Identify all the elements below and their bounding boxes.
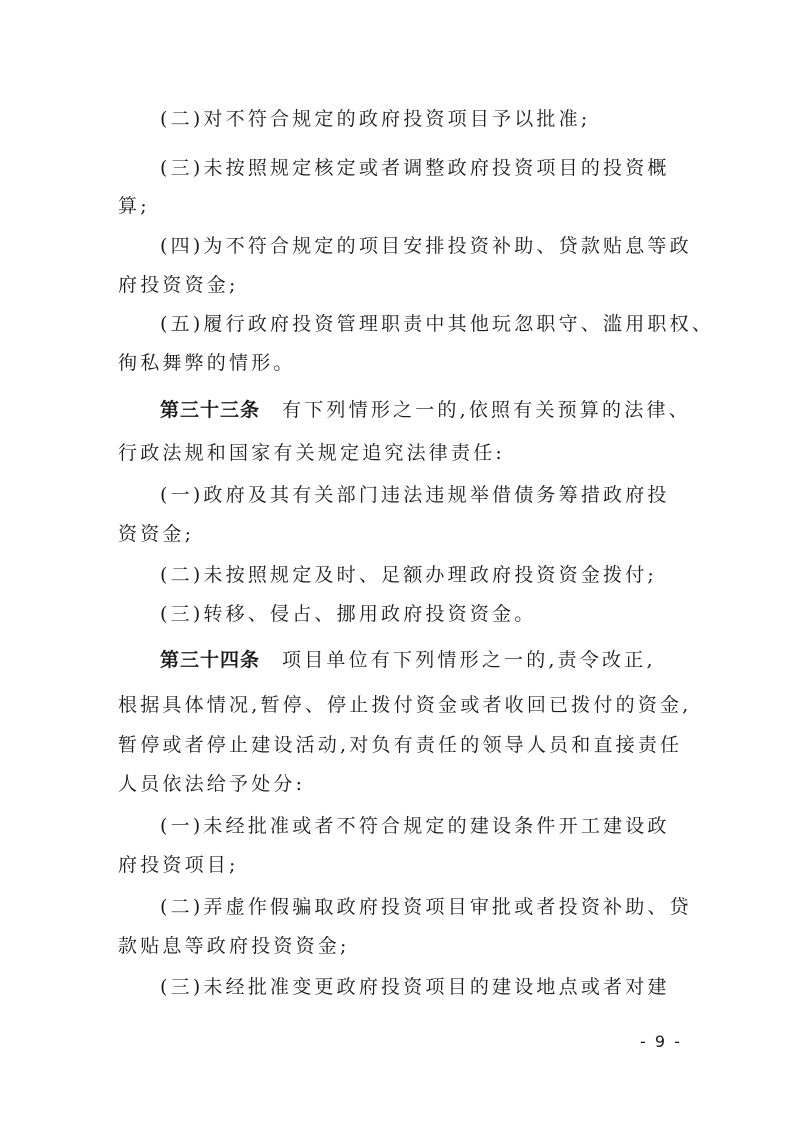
- text-line: (四)为不符合规定的项目安排投资补助、贷款贴息等政: [160, 235, 692, 257]
- text-line: 行政法规和国家有关规定追究法律责任:: [118, 442, 506, 464]
- article-line: 第三十四条 项目单位有下列情形之一的,责令改正,: [160, 649, 656, 671]
- text-line: (三)转移、侵占、挪用政府投资资金。: [160, 603, 537, 625]
- text-line: (二)弄虚作假骗取政府投资项目审批或者投资补助、贷: [160, 896, 692, 918]
- text-line: 资资金;: [118, 523, 195, 545]
- article-heading: 第三十四条: [160, 649, 261, 671]
- article-heading: 第三十三条: [160, 399, 261, 421]
- text-line: 根据具体情况,暂停、停止拨付资金或者收回已拨付的资金,: [118, 694, 692, 716]
- page-number: - 9 -: [640, 1032, 682, 1051]
- text-line: (三)未经批准变更政府投资项目的建设地点或者对建: [160, 976, 670, 998]
- text-line: 府投资资金;: [118, 274, 239, 296]
- text-line: (三)未按照规定核定或者调整政府投资项目的投资概: [160, 157, 670, 179]
- text-line: 徇私舞弊的情形。: [118, 352, 296, 374]
- text-line: (一)未经批准或者不符合规定的建设条件开工建设政: [160, 815, 670, 837]
- text-line: (二)未按照规定及时、足额办理政府投资资金拨付;: [160, 564, 658, 586]
- text-line: 暂停或者停止建设活动,对负有责任的领导人员和直接责任: [118, 734, 683, 756]
- article-line: 第三十三条 有下列情形之一的,依照有关预算的法律、: [160, 399, 691, 421]
- text-line: (二)对不符合规定的政府投资项目予以批准;: [160, 108, 591, 130]
- text-line: 款贴息等政府投资资金;: [118, 935, 350, 957]
- text-line: 算;: [118, 195, 150, 217]
- text-line: 府投资项目;: [118, 854, 239, 876]
- text-line: (五)履行政府投资管理职责中其他玩忽职守、滥用职权、: [160, 313, 715, 335]
- text-line: 人员依法给予处分:: [118, 773, 306, 795]
- text-line: (一)政府及其有关部门违法违规举借债务筹措政府投: [160, 484, 670, 506]
